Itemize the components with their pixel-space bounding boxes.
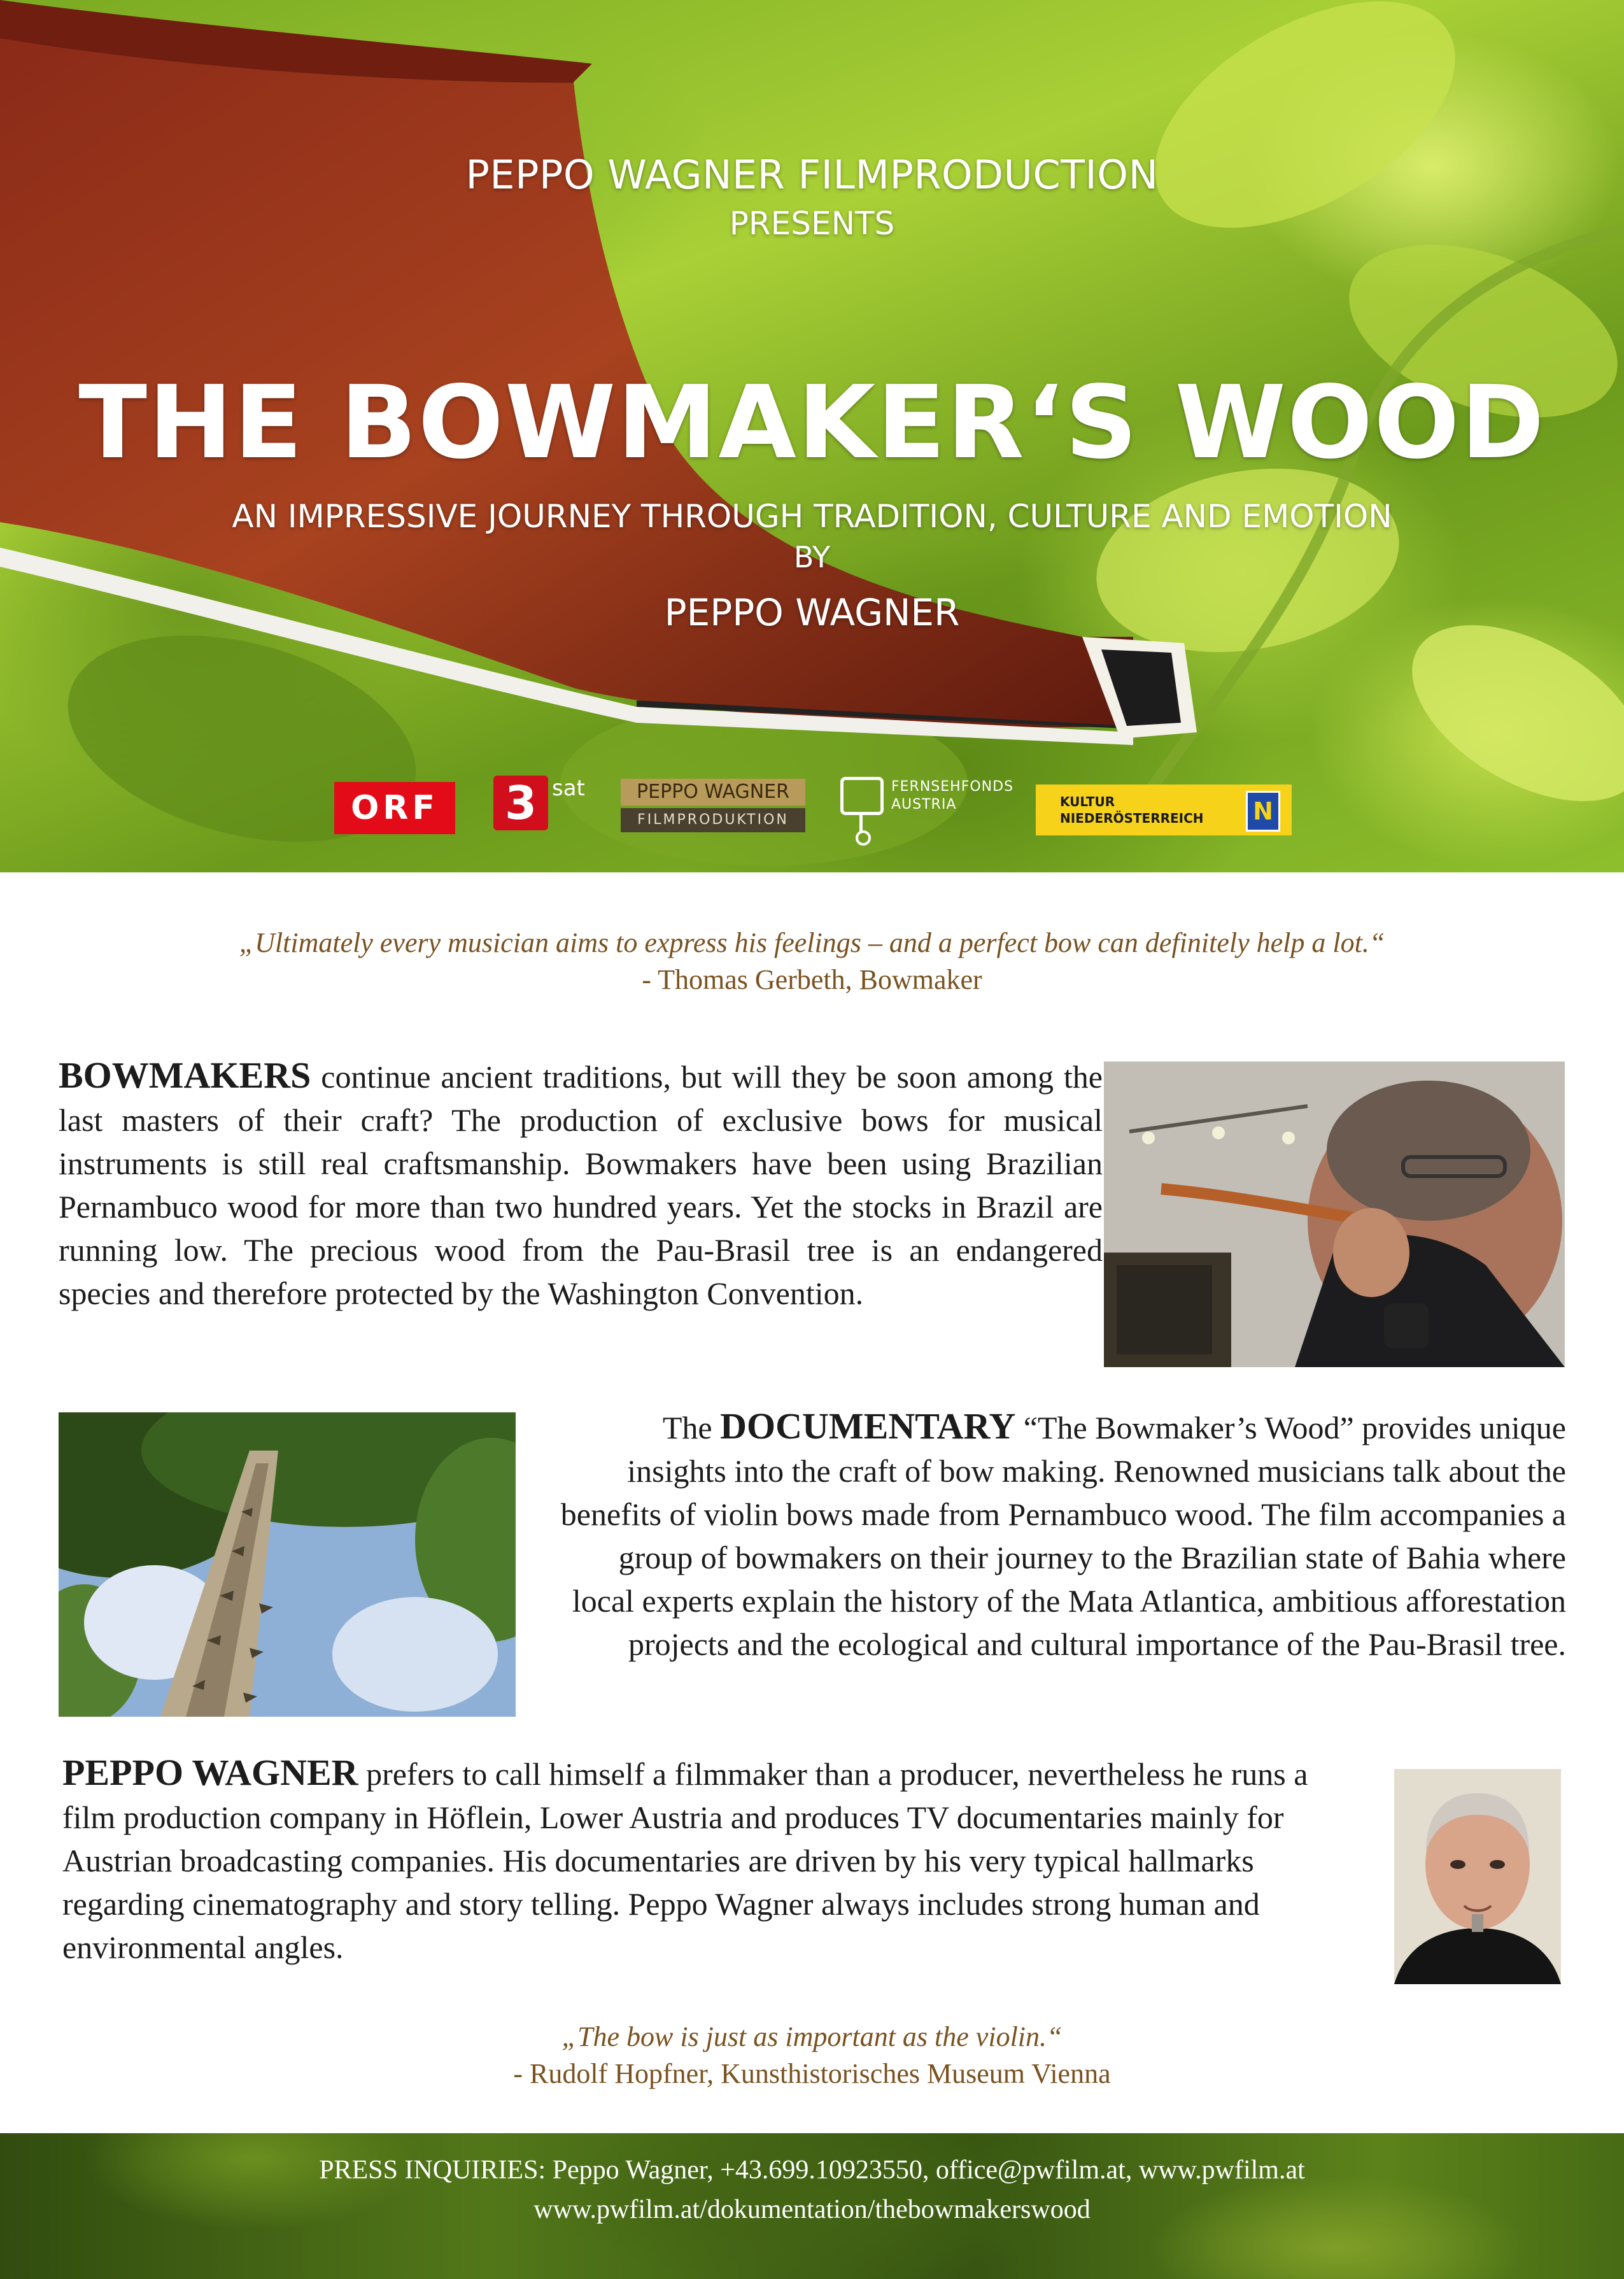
by-text: BY <box>793 540 831 574</box>
bowmakers-text: continue ancient traditions, but will they be soon among the last masters of their craft? The production of exclusive bows for musical instruments is still real craftsmanship. Bowmakers have been using Brazilian Pernambuco wood for more than two hundred years. Yet the stocks in Brazil are running low. The precious wood from the Pau-Brasil tree is an endangered species and therefore protected by the Washington Convention. <box>59 1059 1103 1311</box>
quote-hopfner <box>0 2019 1624 2092</box>
documentary-text: “The Bowmaker’s Wood” provides unique insights into the craft of bow making. Renowned musicians talk about the benefits of violin bows made from Pernambuco wood. The film accompanies a group of bowmakers on their journey to the Brazilian state of Bahia where local experts explain the history of the Mata Atlantica, ambitious afforestation projects and the ecological and cultural importance of the Pau-Brasil tree. <box>560 1410 1566 1662</box>
peppo-wagner-paragraph <box>62 1751 1367 1969</box>
pw-logo-top: PEPPO WAGNER <box>621 779 805 806</box>
press-footer <box>0 2133 1624 2279</box>
presenter-text: PEPPO WAGNER FILMPRODUCTION <box>465 152 1159 198</box>
director-name: PEPPO WAGNER <box>664 591 960 634</box>
ff-line2: AUSTRIA <box>891 797 957 813</box>
bowmaker-illustration <box>1104 1061 1565 1367</box>
orf-logo: ORF <box>334 782 455 834</box>
peppo-wagner-lead: PEPPO WAGNER <box>62 1752 358 1793</box>
quote-author: - Rudolf Hopfner, Kunsthistorisches Museum Vienna <box>513 2058 1111 2089</box>
noe-badge: N <box>1246 791 1280 832</box>
bowmaker-photo <box>1104 1061 1565 1367</box>
pau-brasil-tree-photo <box>59 1412 516 1717</box>
film-url: www.pwfilm.at/dokumentation/thebowmakerswood <box>533 2195 1091 2224</box>
presents-text: PRESENTS <box>729 205 895 242</box>
bowmakers-paragraph <box>59 1054 1103 1315</box>
pw-logo-bottom: FILMPRODUKTION <box>621 808 805 832</box>
quote-author: - Thomas Gerbeth, Bowmaker <box>642 964 982 995</box>
peppo-wagner-portrait <box>1394 1769 1561 1984</box>
film-title: THE BOWMAKER‘S WOOD <box>78 364 1546 481</box>
peppo-wagner-logo <box>621 779 805 834</box>
ff-line1: FERNSEHFONDS <box>891 779 1014 795</box>
bowmakers-lead: BOWMAKERS <box>59 1054 311 1096</box>
documentary-pre: The <box>662 1410 721 1445</box>
quote-gerbeth <box>0 925 1624 998</box>
kultur-line2: NIEDERÖSTERREICH <box>1060 811 1204 826</box>
portrait-illustration <box>1394 1769 1561 1984</box>
quote-text: „The bow is just as important as the violin.“ <box>561 2021 1063 2052</box>
monitor-icon <box>840 777 884 815</box>
tagline: AN IMPRESSIVE JOURNEY THROUGH TRADITION, CULTURE AND EMOTION <box>232 498 1392 535</box>
hero-banner <box>0 0 1624 872</box>
peppo-wagner-text: prefers to call himself a filmmaker than a producer, nevertheless he runs a film production company in Höflein, Lower Austria and produces TV documentaries mainly for Austrian broadcasting companies. His documentaries are driven by his very typical hallmarks regarding cinematography and story telling. Peppo Wagner always includes strong human and environmental angles. <box>62 1756 1308 1965</box>
quote-text: „Ultimately every musician aims to express his feelings – and a perfect bow can definitely help a lot.“ <box>239 927 1385 958</box>
press-inquiries: PRESS INQUIRIES: Peppo Wagner, +43.699.10923550, office@pwfilm.at, www.pwfilm.at <box>319 2155 1305 2185</box>
3sat-number: 3 <box>493 776 548 830</box>
kultur-line1: KULTUR <box>1060 794 1115 809</box>
tree-illustration <box>59 1412 516 1717</box>
kultur-noe-logo <box>1036 785 1292 835</box>
3sat-logo <box>493 776 602 839</box>
partner-logos <box>0 776 1624 839</box>
documentary-paragraph <box>560 1405 1566 1666</box>
documentary-lead: DOCUMENTARY <box>720 1405 1016 1447</box>
3sat-word: sat <box>552 776 585 801</box>
fernsehfonds-logo <box>840 777 1025 838</box>
